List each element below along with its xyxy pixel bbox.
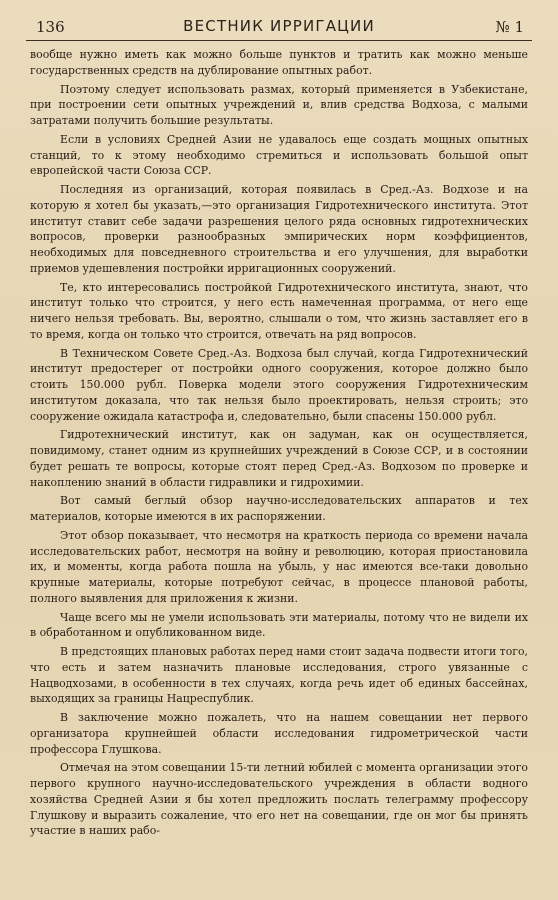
journal-title: ВЕСТНИК ИРРИГАЦИИ bbox=[183, 17, 375, 35]
issue-number: № 1 bbox=[495, 18, 524, 36]
paragraph: Вот самый беглый обзор научно-исследовательских аппаратов и тех материалов, которые имеются в их распоряжении. bbox=[30, 494, 528, 523]
paragraph: Последняя из организаций, которая появилась в Сред.-Аз. Водхозе и на которую я хотел бы указать,—это организация Гидротехнического института. Этот институт ставит себе задачи разрешения целого ряда основных гидротехнических вопросов, проверки разнообразных эмпирических норм коэффициентов, необходимых для повседневного строительства и его улучшения, для выработки приемов удешевления постройки ирригационных сооружений. bbox=[30, 183, 528, 275]
paragraph: Поэтому следует использовать размах, который применяется в Узбекистане, при построении сети опытных учреждений и, влив средства Водхоза, с малыми затратами получить большие результаты. bbox=[30, 82, 528, 127]
paragraph: В заключение можно пожалеть, что на нашем совещании нет первого организатора крупнейшей области исследования гидрометрической части профессора Глушкова. bbox=[30, 711, 528, 756]
paragraph: Те, кто интересовались постройкой Гидротехнического института, знают, что институт только что строится, у него есть намеченная программа, от него еще ничего нельзя требовать. Вы, вероятно, слышали о том, что жизнь заставляет его в то время, когда он только что строится, отвечать на ряд вопросов. bbox=[30, 280, 528, 341]
page-header bbox=[26, 14, 532, 41]
article-body bbox=[30, 47, 528, 842]
paragraph: Чаще всего мы не умели использовать эти материалы, потому что не видели их в обработанном и опубликованном виде. bbox=[30, 610, 528, 640]
page-number: 136 bbox=[36, 18, 65, 36]
paragraph: Гидротехнический институт, как он задуман, как он осуществляется, повидимому, станет одним из крупнейших учреждений в Союзе ССР, и в состоянии будет решать те вопросы, которые стоят перед Сред.-Аз. Водхозом по проверке и накоплению знаний в области гидравлики и гидрохимии. bbox=[30, 428, 528, 489]
paragraph: Если в условиях Средней Азии не удавалось еще создать мощных опытных станций, то к этому необходимо стремиться и использовать большой опыт европейской части Союза ССР. bbox=[30, 132, 528, 178]
paragraph: В Техническом Совете Сред.-Аз. Водхоза был случай, когда Гидротехнический институт предостерег от постройки одного сооружения, которое должно было стоить 150.000 рубл. Поверка модели этого сооружения Гидротехническим институтом доказала, что так нельзя было проектировать, нельзя строить; это сооружение ожидала катастрофа и, следовательно, были спасены 150.000 рубл. bbox=[30, 346, 528, 423]
paragraph: вообще нужно иметь как можно больше пунктов и тратить как можно меньше государственных средств на дублирование опытных работ. bbox=[30, 48, 528, 77]
paragraph: Отмечая на этом совещании 15-ти летний юбилей с момента организации этого первого крупного научно-исследовательского учреждения в области водного хозяйства Средней Азии я бы хотел предложить послать телеграмму профессору Глушкову и выразить сожаление, что его нет на совещании, где он мог бы принять участие в наших рабо- bbox=[30, 761, 528, 838]
paragraph: В предстоящих плановых работах перед нами стоит задача подвести итоги того, что есть и затем назначить плановые исследования, строго увязанные с Нацводхозами, в особенности в тех случаях, когда речь идет об единых бассейнах, выходящих за границы Нацреспублик. bbox=[30, 645, 528, 706]
paragraph: Этот обзор показывает, что несмотря на краткость периода со времени начала исследовательских работ, несмотря на войну и революцию, которая приостановила их, и моменты, когда работа пошла на убыль, у нас имеются все-таки довольно крупные материалы, которые потребуют сейчас, в процессе плановой работы, полного выявления для приложения к жизни. bbox=[30, 528, 528, 605]
